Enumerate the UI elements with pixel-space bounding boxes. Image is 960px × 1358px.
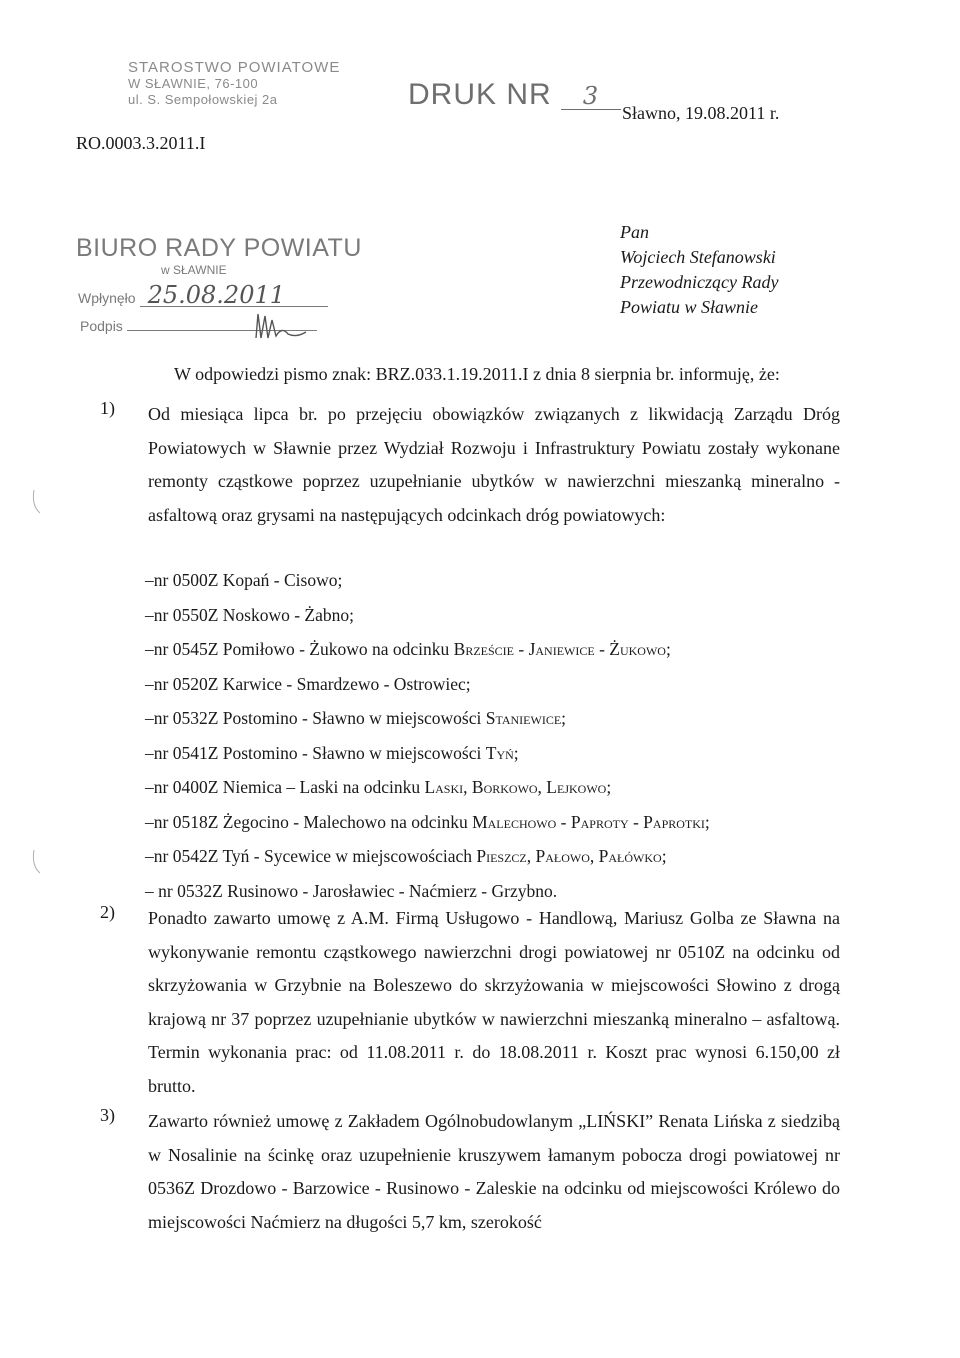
list-item (145, 839, 710, 874)
road-text: –nr 0518Z Żegocino - Malechowo na odcinku (145, 811, 473, 832)
list-item (145, 563, 710, 598)
stamp-line-1: STAROSTWO POWIATOWE (128, 59, 341, 76)
road-places: Malechowo - Paproty - Paprotki; (472, 811, 710, 832)
druk-number-stamp (408, 78, 621, 112)
item-number: 3) (100, 1105, 115, 1125)
stamp-line-2: W SŁAWNIE, 76-100 (128, 76, 259, 91)
intro-sentence: W odpowiedzi pismo znak: BRZ.033.1.19.2011.I z dnia 8 sierpnia br. informuję, że: (174, 364, 780, 384)
received-field (78, 281, 328, 309)
road-text: – nr 0532Z Rusinowo - Jarosławiec - Naćmierz - Grzybno. (145, 880, 558, 901)
issuer-stamp (128, 60, 340, 108)
punch-hole-mark-icon (0, 484, 40, 524)
signature-label: Podpis (80, 318, 123, 334)
receipt-office: BIURO RADY POWIATU (76, 234, 362, 262)
receipt-city: w SŁAWNIE (161, 263, 227, 277)
addressee-line: Pan (620, 222, 649, 242)
item-number: 1) (100, 398, 115, 418)
addressee-line: Powiatu w Sławnie (620, 297, 759, 317)
road-places: Pieszcz, Pałowo, Pałówko; (476, 846, 667, 866)
punch-hole-mark-icon (0, 844, 40, 884)
item-text: Ponadto zawarto umowę z A.M. Firmą Usługowo - Handlową, Mariusz Golba ze Sławna na wykonywanie remontu cząstkowego nawierzchni drogi powiatowej nr 0510Z na odcinku od skrzyżowania w Grzybnie na Boleszewo do skrzyżowania w miejscowości Słowino z drogą krajową nr 37 poprzez uzupełnianie ubytków w nawierzchni mieszanką mineralno – asfaltową. Termin wykonania prac: od 11.08.2011 r. do 18.08.2011 r. Koszt prac wynosi 6.150,00 zł brutto. (148, 908, 840, 1096)
reference-number: RO.0003.3.2011.I (76, 133, 206, 153)
list-item (145, 632, 710, 667)
place-date: Sławno, 19.08.2011 r. (622, 103, 780, 123)
road-places: Tyń; (485, 742, 519, 763)
item-text: Zawarto również umowę z Zakładem Ogólnobudowlanym „LIŃSKI” Renata Lińska z siedzibą w Nosalinie na ścinkę oraz uzupełnienie kruszywem łamanym pobocza drogi powiatowej nr 0536Z Drozdowo - Barzowice - Rusinowo - Zaleskie na odcinku od miejscowości Królewo do miejscowości Naćmierz na długości 5,7 km, szerokość (148, 1111, 840, 1232)
received-date: 25.08.2011 (140, 284, 328, 307)
list-item (145, 805, 710, 840)
addressee-line: Przewodniczący Rady (620, 272, 779, 292)
road-text: –nr 0500Z Kopań - Cisowo; (145, 570, 343, 590)
stamp-line-3: ul. S. Sempołowskiej 2a (128, 92, 278, 107)
druk-number: 3 (561, 83, 621, 110)
druk-label: DRUK NR (408, 78, 552, 111)
list-item (145, 770, 710, 805)
road-text: –nr 0532Z Postomino - Sławno w miejscowości (145, 708, 486, 728)
list-item (145, 736, 710, 771)
road-text: –nr 0545Z Pomiłowo - Żukowo na odcinku (145, 639, 454, 659)
addressee-block (620, 220, 778, 320)
item-text: Od miesiąca lipca br. po przejęciu obowiązków związanych z likwidacją Zarządu Dróg Powiatowych w Sławnie przez Wydział Rozwoju i Infrastruktury Powiatu zostały wykonane remonty cząstkowe poprzez uzupełnianie ubytków w nawierzchni mieszanką mineralno - asfaltową oraz grysami na następujących odcinkach dróg powiatowych: (148, 404, 840, 525)
road-places: Staniewice; (485, 708, 567, 728)
handwritten-signature (252, 308, 312, 342)
road-places: Brzeście - Janiewice - Żukowo; (453, 639, 671, 659)
roads-list (145, 563, 710, 908)
list-item (145, 667, 710, 702)
received-label: Wpłynęło (78, 290, 136, 306)
item-number: 2) (100, 902, 115, 922)
road-text: –nr 0400Z Niemica – Laski na odcinku (145, 777, 425, 797)
road-text: –nr 0541Z Postomino - Sławno w miejscowości (145, 742, 486, 763)
addressee-line: Wojciech Stefanowski (620, 247, 776, 267)
road-text: –nr 0550Z Noskowo - Żabno; (145, 604, 355, 625)
receipt-stamp (76, 234, 362, 277)
road-text: –nr 0542Z Tyń - Sycewice w miejscowościach (145, 846, 477, 866)
list-item (145, 598, 710, 633)
road-places: Laski, Borkowo, Lejkowo; (424, 777, 612, 797)
list-item (145, 701, 710, 736)
road-text: –nr 0520Z Karwice - Smardzewo - Ostrowiec; (145, 673, 471, 694)
